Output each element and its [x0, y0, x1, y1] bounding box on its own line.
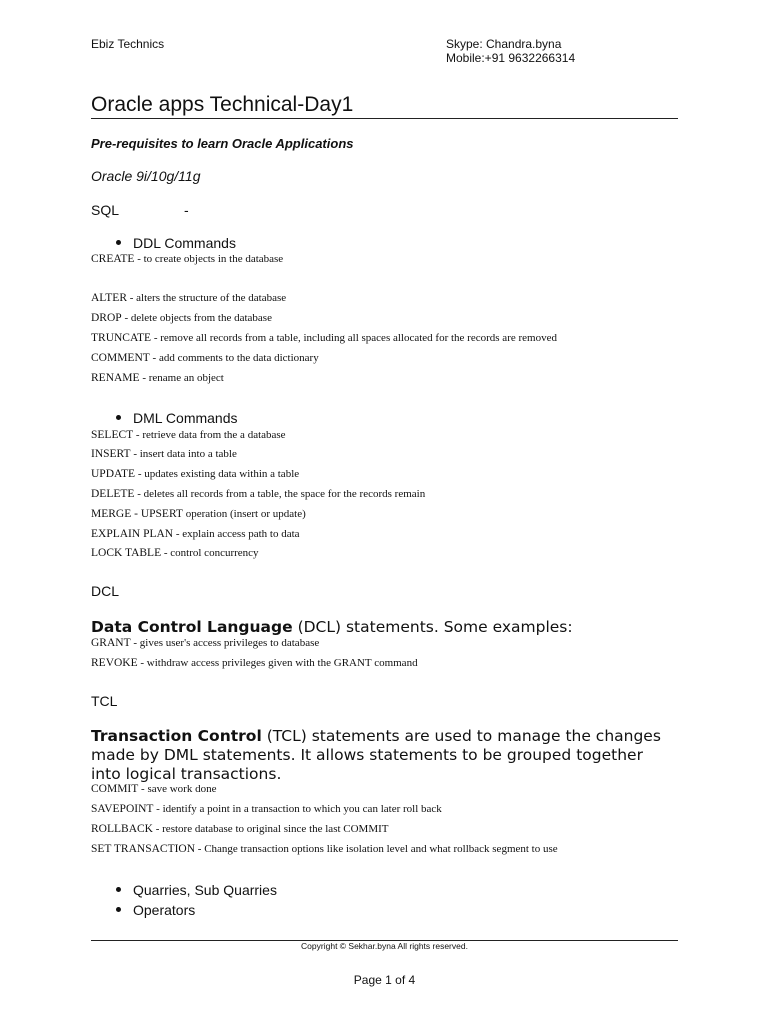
command-line: [91, 292, 286, 304]
dcl-label: DCL: [91, 583, 120, 599]
command-line: [91, 448, 237, 460]
command-desc: - remove all records from a table, including all spaces allocated for the records are removed: [151, 332, 557, 344]
dcl-intro-rest: (DCL) statements. Some examples:: [292, 618, 573, 636]
command-desc: - explain access path to data: [173, 528, 300, 540]
page-title: Oracle apps Technical-Day1: [91, 93, 354, 116]
prereq-heading: Pre-requisites to learn Oracle Applications: [91, 136, 354, 151]
command-name: TRUNCATE: [91, 332, 152, 344]
list-item-label: Quarries, Sub Quarries: [133, 882, 277, 898]
dcl-intro: [91, 618, 573, 636]
page-number: Page 1 of 4: [353, 973, 416, 987]
command-desc: - insert data into a table: [130, 448, 237, 460]
command-desc: - alters the structure of the database: [127, 292, 287, 304]
command-name: DROP: [91, 312, 122, 324]
command-name: SAVEPOINT: [91, 803, 154, 815]
dml-bullet: [116, 410, 238, 426]
command-line: [91, 372, 224, 384]
command-line: [91, 547, 259, 559]
dml-bullet-label: DML Commands: [133, 410, 238, 426]
command-desc: - control concurrency: [161, 547, 259, 559]
ddl-bullet-label: DDL Commands: [133, 235, 236, 251]
command-line: [91, 657, 418, 669]
command-line: [91, 783, 216, 795]
command-name: LOCK TABLE: [91, 547, 162, 559]
tcl-intro-bold: Transaction Control: [91, 727, 262, 745]
command-desc: - rename an object: [139, 372, 224, 384]
list-item: [116, 902, 195, 918]
command-name: SELECT: [91, 429, 134, 441]
command-desc: - restore database to original since the last COMMIT: [152, 823, 389, 835]
command-line: [91, 528, 300, 540]
command-line: [91, 253, 283, 265]
list-item-label: Operators: [133, 902, 196, 918]
command-name: ROLLBACK: [91, 823, 153, 835]
command-desc: - deletes all records from a table, the space for the records remain: [134, 488, 426, 500]
tcl-intro-rest: (TCL) statements are used to manage the changes made by DML statements. It allows statements to be grouped together into logical transactions.: [91, 727, 661, 783]
list-item: [116, 882, 277, 898]
command-desc: - updates existing data within a table: [135, 468, 300, 480]
command-desc: - identify a point in a transaction to which you can later roll back: [153, 803, 442, 815]
command-desc: - retrieve data from the a database: [133, 429, 286, 441]
oracle-versions: Oracle 9i/10g/11g: [91, 168, 201, 184]
skype-contact: Skype: Chandra.byna: [446, 37, 562, 51]
command-name: ALTER: [91, 292, 127, 304]
ddl-bullet: [116, 235, 236, 251]
command-line: [91, 508, 306, 520]
command-name: COMMIT: [91, 783, 139, 795]
command-desc: operation (insert or update): [182, 508, 306, 520]
mobile-contact: Mobile:+91 9632266314: [446, 51, 576, 65]
command-line: [91, 332, 557, 344]
bullet-dot-icon: [116, 907, 121, 912]
command-line: [91, 488, 425, 500]
command-name: UPDATE: [91, 468, 136, 480]
command-line: [91, 429, 286, 441]
tcl-intro: [91, 727, 671, 784]
command-line: [91, 803, 442, 815]
command-name: CREATE: [91, 253, 135, 265]
command-desc: - withdraw access privileges given with the GRANT command: [137, 657, 418, 669]
bullet-dot-icon: [116, 415, 121, 420]
command-name: GRANT: [91, 637, 131, 649]
command-name: RENAME: [91, 372, 140, 384]
command-line: [91, 843, 558, 855]
command-name: REVOKE: [91, 657, 138, 669]
command-desc: - Change transaction options like isolation level and what rollback segment to use: [195, 843, 558, 855]
command-name: COMMENT: [91, 352, 150, 364]
command-line: [91, 352, 319, 364]
command-name: SET TRANSACTION: [91, 843, 196, 855]
bullet-dot-icon: [116, 887, 121, 892]
title-rule: [91, 118, 678, 119]
command-line: [91, 468, 299, 480]
command-desc: - delete objects from the database: [121, 312, 272, 324]
sql-label: SQL: [91, 202, 120, 218]
command-line: [91, 823, 389, 835]
sql-dash: -: [184, 202, 189, 218]
command-name: DELETE: [91, 488, 135, 500]
command-desc: - save work done: [138, 783, 217, 795]
command-name: EXPLAIN PLAN: [91, 528, 174, 540]
tcl-label: TCL: [91, 693, 118, 709]
company-name: Ebiz Technics: [91, 37, 165, 51]
command-name: INSERT: [91, 448, 131, 460]
command-name: MERGE - UPSERT: [91, 508, 183, 520]
copyright-notice: Copyright © Sekhar.byna All rights reserved.: [301, 941, 468, 951]
command-line: [91, 312, 272, 324]
command-desc: - gives user's access privileges to database: [130, 637, 320, 649]
command-desc: - to create objects in the database: [134, 253, 284, 265]
command-desc: - add comments to the data dictionary: [149, 352, 319, 364]
command-line: [91, 637, 319, 649]
dcl-intro-bold: Data Control Language: [91, 618, 293, 636]
bullet-dot-icon: [116, 240, 121, 245]
